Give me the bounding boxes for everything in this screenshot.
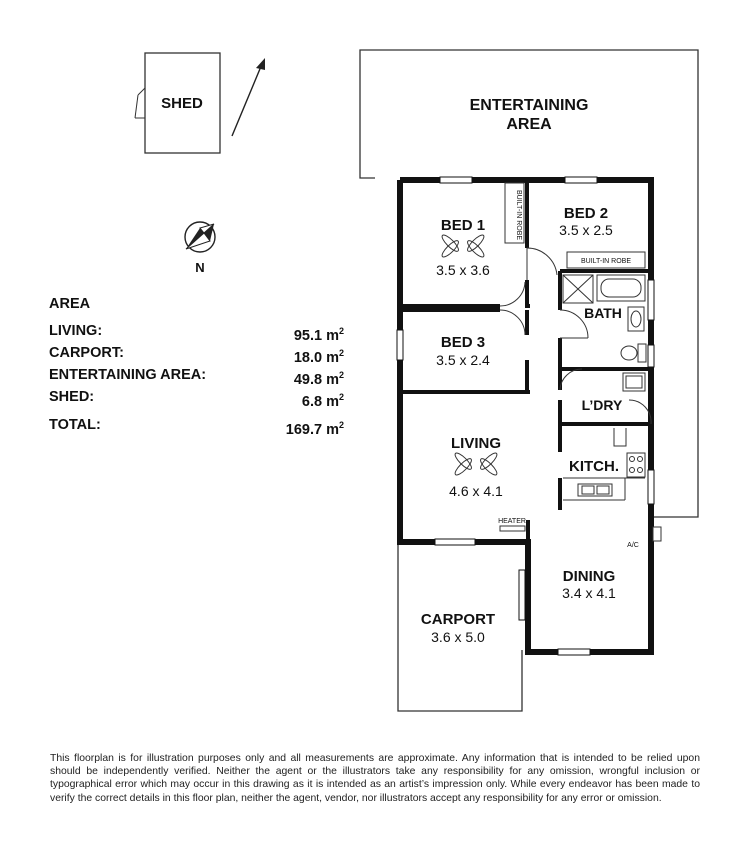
laundry-label: L’DRY <box>581 397 623 413</box>
area-summary <box>49 296 344 436</box>
bed1-dims: 3.5 x 3.6 <box>436 262 490 278</box>
ac-unit <box>627 527 661 549</box>
robe-bed1 <box>505 183 524 243</box>
area-title: AREA <box>49 296 91 312</box>
area-label: ENTERTAINING AREA: <box>49 367 207 383</box>
area-row-living <box>49 320 344 342</box>
heater <box>498 518 526 531</box>
heater-label: HEATER <box>498 518 526 525</box>
entertaining-label-line2: AREA <box>506 116 552 133</box>
area-label: SHED: <box>49 389 95 405</box>
windows <box>397 177 654 655</box>
area-label: CARPORT: <box>49 345 124 361</box>
entertaining-label-line1: ENTERTAINING <box>469 97 589 114</box>
door-swings <box>500 248 651 424</box>
area-total-label: TOTAL: <box>49 417 101 433</box>
area-row-entertaining <box>49 364 344 386</box>
area-value: 6.8 $m^2$ <box>301 392 344 410</box>
living-dims: 4.6 x 4.1 <box>449 483 503 499</box>
area-row-total <box>49 414 344 436</box>
area-label: LIVING: <box>49 323 103 339</box>
dining-dims: 3.4 x 4.1 <box>562 585 616 601</box>
area-row-carport <box>49 342 344 364</box>
kitchen-label: KITCH. <box>569 458 619 475</box>
area-row-shed <box>49 386 344 408</box>
living-label: LIVING <box>450 435 502 452</box>
carport-dims: 3.6 x 5.0 <box>431 629 485 645</box>
dining-label: DINING <box>562 568 616 585</box>
ac-label: A/C <box>627 542 639 549</box>
bed3-dims: 3.5 x 2.4 <box>436 352 490 368</box>
compass-north-letter: N <box>195 260 205 275</box>
bed2-label: BED 2 <box>563 205 609 222</box>
shed-label: SHED <box>161 95 203 112</box>
bed1-label: BED 1 <box>440 217 486 234</box>
north-arrow-line <box>232 58 265 136</box>
area-value: 18.0 $m^2$ <box>293 348 344 366</box>
area-total-value: 169.7 $m^2$ <box>285 420 344 438</box>
area-value: 95.1 $m^2$ <box>293 326 344 344</box>
fan-icon <box>453 451 499 477</box>
area-value: 49.8 $m^2$ <box>293 370 344 388</box>
fan-icon <box>440 233 486 259</box>
robe-bed2-label: BUILT-IN ROBE <box>580 258 632 265</box>
bed3-label: BED 3 <box>440 334 486 351</box>
bath-label: BATH <box>584 305 622 321</box>
carport <box>398 540 522 711</box>
robe-bed2 <box>567 252 645 268</box>
robe-bed1-label: BUILT-IN ROBE <box>515 190 522 241</box>
disclaimer-text: This floorplan is for illustration purposes only and all measurements are approximate. Any information that is intended to be relied upon should be independently verified. Neither the agent or the illustrators take any responsibility for any omission, wrongful inclusion or typographical error which may occur in this drawing as it is intended as an artist’s impression only. While every endeavor has been made to verify the correct details in this floor plan, neither the agent, vendor, nor illustrators accept any responsibility for any error or omission. <box>50 753 700 804</box>
compass-icon <box>185 222 215 275</box>
laundry-tub <box>623 373 645 391</box>
shed <box>135 53 220 153</box>
bed2-dims: 3.5 x 2.5 <box>559 222 613 238</box>
carport-label: CARPORT <box>420 611 496 628</box>
